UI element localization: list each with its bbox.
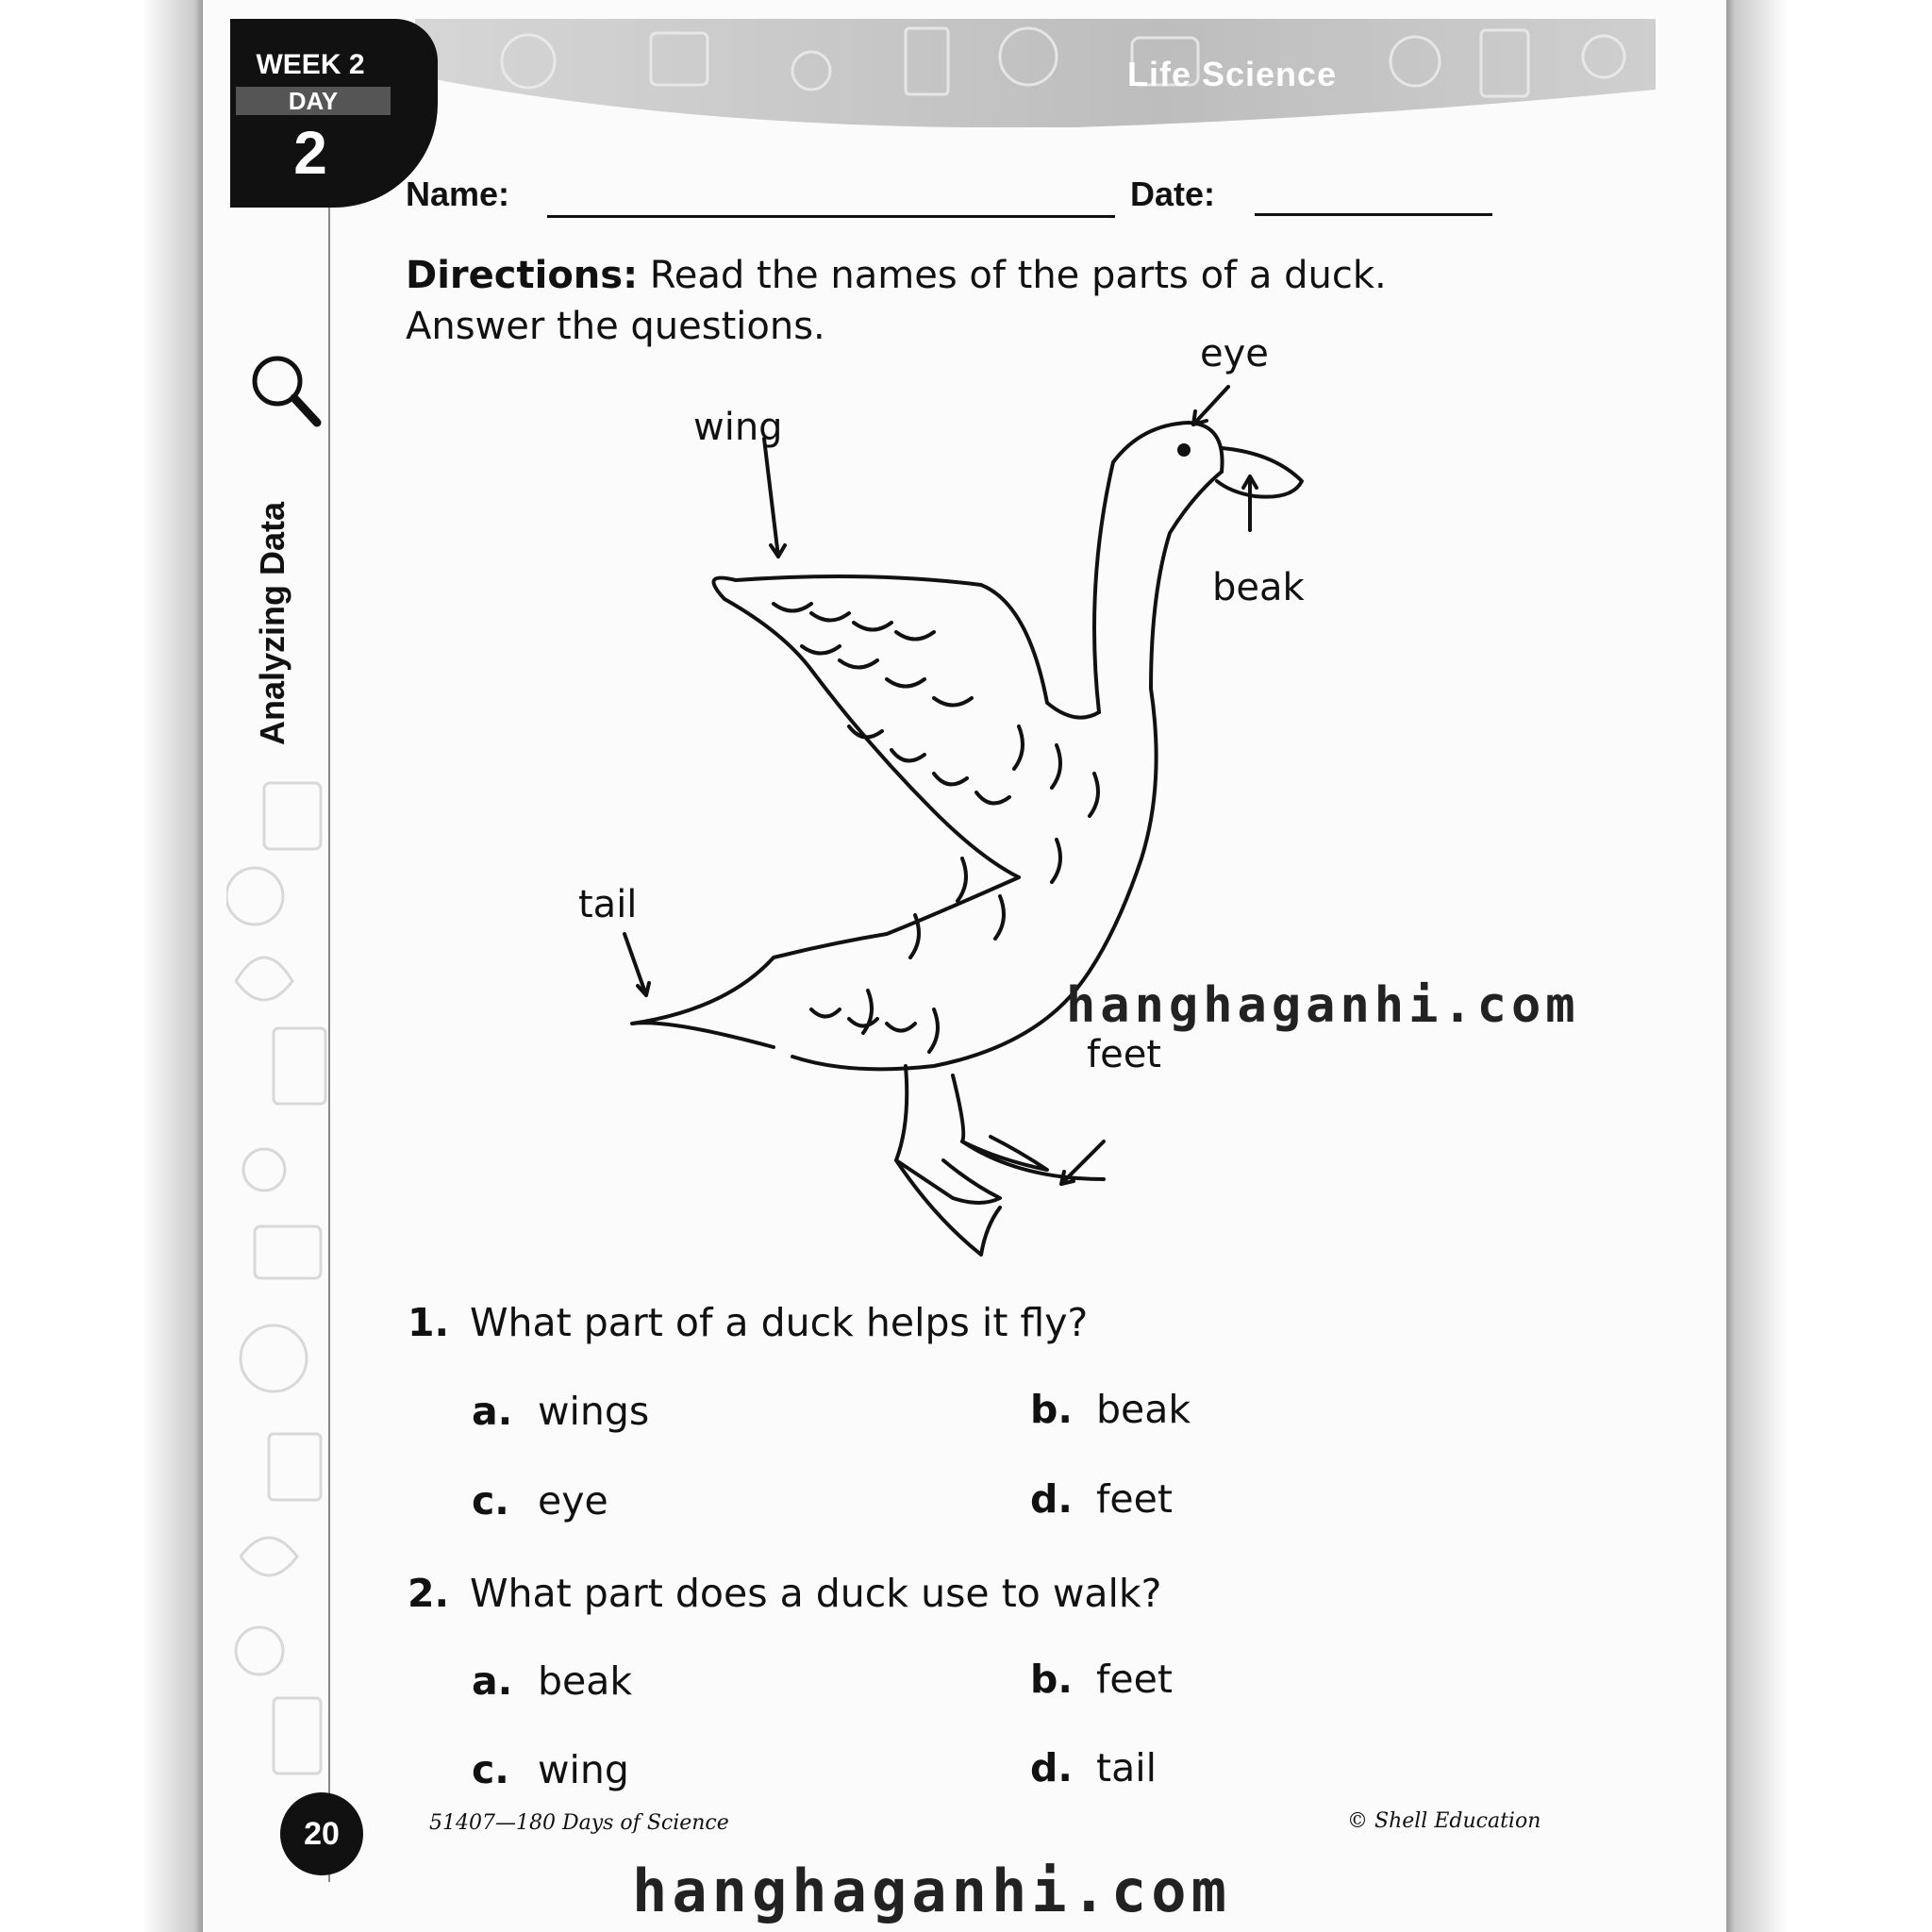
week-label: WEEK 2: [256, 49, 365, 80]
option-text: wings: [538, 1389, 650, 1434]
day-label: DAY: [236, 87, 391, 115]
option-letter: a.: [472, 1389, 513, 1434]
question-2: [408, 1571, 1161, 1616]
footer-copyright: © Shell Education: [1347, 1809, 1541, 1833]
option-text: beak: [1096, 1387, 1191, 1432]
question-text: What part of a duck helps it fly?: [470, 1300, 1089, 1345]
question-number: 2.: [408, 1571, 450, 1616]
directions-text: Read the names of the parts of a duck.: [649, 254, 1387, 297]
option-letter: c.: [472, 1478, 509, 1524]
question-text: What part does a duck use to walk?: [470, 1571, 1162, 1616]
duck-eye: [1179, 445, 1189, 455]
date-label: Date:: [1130, 175, 1216, 213]
option-text: feet: [1096, 1657, 1173, 1702]
watermark-overlay: hanghaganhi.com: [1066, 977, 1580, 1034]
q2-option-d[interactable]: [1030, 1745, 1157, 1790]
duck-beak: [1217, 448, 1302, 497]
option-letter: b.: [1030, 1657, 1073, 1702]
q1-option-d[interactable]: [1030, 1476, 1173, 1522]
sidebar-label: Analyzing Data: [253, 501, 291, 745]
label-feet: feet: [1087, 1033, 1161, 1076]
duck-head: [1094, 423, 1223, 712]
date-field[interactable]: [1255, 213, 1492, 216]
name-field[interactable]: [547, 215, 1115, 218]
page-number: 20: [280, 1792, 363, 1875]
label-wing: wing: [693, 406, 783, 449]
duck-diagram: [491, 330, 1434, 1264]
option-letter: b.: [1030, 1387, 1073, 1432]
decorative-science-icons: [226, 774, 330, 1811]
label-beak: beak: [1212, 566, 1305, 609]
subject-banner: [415, 19, 1656, 127]
q2-option-b[interactable]: [1030, 1657, 1173, 1702]
watermark-bottom: hanghaganhi.com: [632, 1857, 1231, 1925]
label-tail: tail: [578, 883, 638, 926]
footer-book-title: 51407—180 Days of Science: [429, 1811, 729, 1835]
question-number: 1.: [408, 1300, 450, 1345]
option-text: wing: [538, 1747, 629, 1792]
directions-heading: Directions:: [406, 254, 639, 297]
duck-wing: [713, 576, 1099, 877]
option-text: eye: [538, 1478, 608, 1524]
question-1: [408, 1300, 1088, 1345]
option-text: tail: [1096, 1745, 1157, 1790]
option-letter: c.: [472, 1747, 509, 1792]
day-number: 2: [293, 119, 327, 187]
option-letter: d.: [1030, 1745, 1073, 1790]
magnifier-icon: [247, 351, 323, 430]
option-letter: a.: [472, 1658, 513, 1704]
option-text: feet: [1096, 1476, 1173, 1522]
q2-option-a[interactable]: [472, 1658, 632, 1704]
label-eye: eye: [1200, 332, 1269, 375]
name-label: Name:: [406, 175, 510, 213]
option-letter: d.: [1030, 1476, 1073, 1522]
page-shadow-right: [1726, 0, 1932, 1932]
directions-text-2: Answer the questions.: [406, 305, 825, 348]
page-shadow-left: [0, 0, 203, 1932]
q1-option-b[interactable]: [1030, 1387, 1191, 1432]
option-text: beak: [538, 1658, 633, 1704]
subject-title: Life Science: [1127, 55, 1338, 93]
q1-option-c[interactable]: [472, 1478, 608, 1524]
q2-option-c[interactable]: [472, 1747, 629, 1792]
q1-option-a[interactable]: [472, 1389, 649, 1434]
